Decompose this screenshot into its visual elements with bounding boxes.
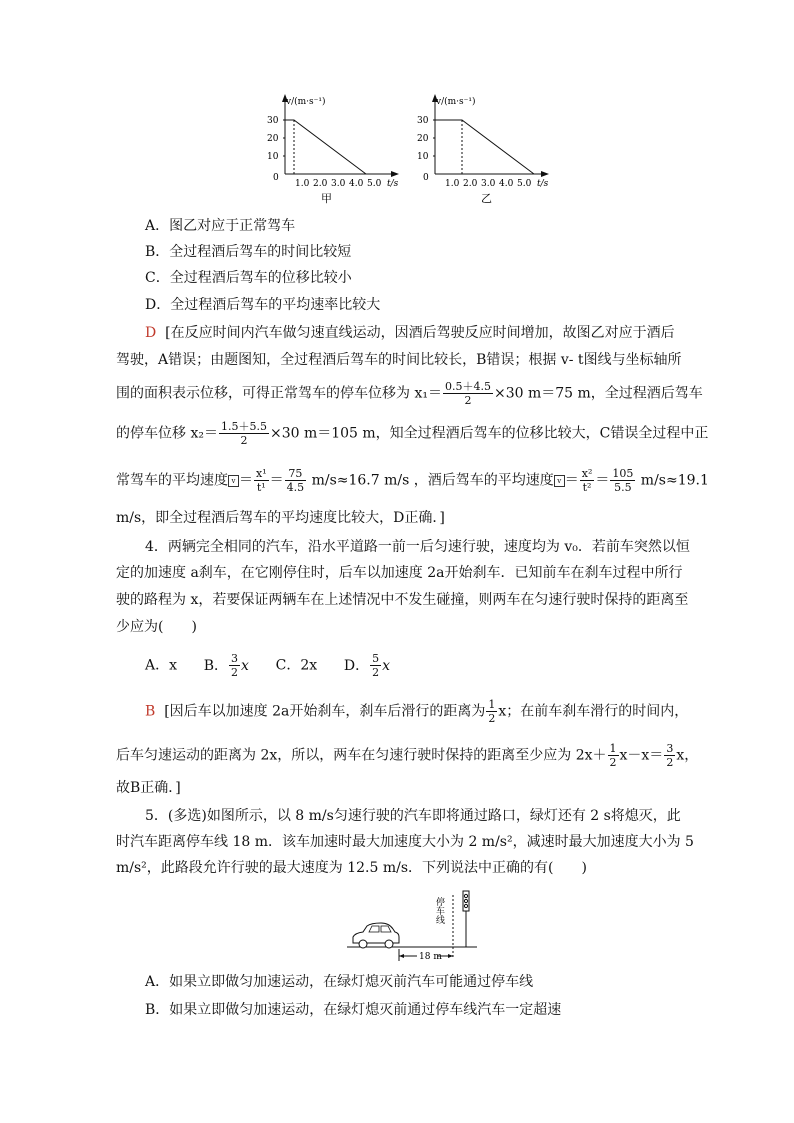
q3-answer-line-6: m/s，即全过程酒后驾车的平均速度比较大，D正确．]	[116, 510, 445, 526]
caption-jia: 甲	[321, 192, 332, 205]
q3-answer-line-1: D [在反应时间内汽车做匀速直线运动，因酒后驾驶反应时间增加，故图乙对应于酒后	[145, 325, 675, 341]
q4-option-b: B． $\frac{3}{2}$ x	[203, 652, 249, 679]
x-tick-4: 4.0	[499, 179, 514, 189]
q4-stem-line-4: 少应为( )	[116, 619, 197, 635]
graph-yi	[417, 94, 549, 205]
distance-label: 18 m	[419, 952, 442, 962]
q5-stem-line-3: m/s²，此路段允许行驶的最大速度为 12.5 m/s．下列说法中正确的有( )	[116, 860, 587, 876]
q3-answer-line-3: 围的面积表示位移，可得正常驾车的停车位移为 x₁＝ $\frac{0.5+4.5}{2}$ ×30 m＝75 m，全过程酒后驾车	[116, 380, 703, 407]
x-tick-2: 2.0	[313, 179, 328, 189]
q5-option-a: A．如果立即做匀加速运动，在绿灯熄灭前汽车可能通过停车线	[145, 974, 534, 990]
x-tick-1: 1.0	[295, 179, 310, 189]
x-tick-5: 5.0	[517, 179, 532, 189]
q4-answer-line-2: 后车匀速运动的距离为 2x，所以，两车在匀速行驶时保持的距离至少应为 2x＋ $\frac{1}{2}$ x－x＝ $\frac{3}{2}$ x，	[116, 742, 699, 769]
x-arrow	[391, 171, 399, 177]
origin-label: 0	[273, 173, 279, 183]
q5-stem-line-2: 时汽车距离停车线 18 m．该车加速时最大加速度大小为 2 m/s²，减速时最大加速度大小为 5	[116, 834, 694, 850]
q3-answer-letter: D	[145, 325, 157, 341]
x-tick-3: 3.0	[331, 179, 346, 189]
q3-answer-line-4: 的停车位移 x₂＝ $\frac{1.5+5.5}{2}$ ×30 m＝105 m，知全过程酒后驾车的位移比较大，C错误全过程中正	[116, 420, 709, 447]
y-label: v/(m·s⁻¹)	[436, 97, 476, 107]
q4-stem-line-3: 驶的路程为 x，若要保证两辆车在上述情况中不发生碰撞，则两车在匀速行驶时保持的距离至	[116, 592, 689, 608]
stop-line-label: 停车线	[434, 897, 444, 924]
q4-stem-line-1: 4．两辆完全相同的汽车，沿水平道路一前一后匀速行驶，速度均为 v₀．若前车突然以恒	[145, 539, 690, 555]
q3-option-d: D．全过程酒后驾车的平均速率比较大	[145, 297, 381, 313]
q4-option-d: D． $\frac{5}{2}$ x	[343, 652, 390, 679]
car-icon	[353, 923, 399, 948]
q3-option-c: C．全过程酒后驾车的位移比较小	[145, 270, 352, 286]
y-tick-30: 30	[267, 116, 279, 126]
x-label: t/s	[387, 179, 399, 189]
graph-jia	[267, 94, 399, 205]
q5-option-b: B．如果立即做匀加速运动，在绿灯熄灭前通过停车线汽车一定超速	[145, 1002, 562, 1018]
x-tick-5: 5.0	[367, 179, 382, 189]
q4-options	[145, 652, 390, 679]
q3-option-b: B．全过程酒后驾车的时间比较短	[145, 244, 352, 260]
vt-line-yi	[435, 120, 534, 174]
q4-option-c: C．2x	[275, 657, 318, 674]
x-tick-1: 1.0	[445, 179, 460, 189]
vt-graphs	[255, 88, 575, 208]
v-bar-icon: v	[228, 475, 239, 487]
x-tick-3: 3.0	[481, 179, 496, 189]
x-tick-4: 4.0	[349, 179, 364, 189]
q3-answer-line-2: 驾驶，A错误；由题图知，全过程酒后驾车的时间比较长，B错误；根据 v- t图线与坐标轴所	[116, 352, 682, 368]
q4-option-a: A．x	[145, 657, 178, 674]
q4-answer-letter: B	[145, 703, 156, 720]
caption-yi: 乙	[481, 192, 492, 205]
q4-answer-line-3: 故B正确．]	[116, 780, 181, 796]
origin-label: 0	[423, 173, 429, 183]
q3-answer-line-5: 常驾车的平均速度 v ＝ $\frac{\text{x¹}}{\text{t¹}}$ ＝ $\frac{75}{4.5}$ m/s≈16.7 m/s ，酒后驾车的平均速度 v ＝ $\frac{\text{x²}}{\text{t²}}$ ＝ $\frac{105}{5.5}$ m/s≈19.1	[116, 467, 709, 494]
traffic-light-icon	[463, 891, 469, 947]
v-bar-icon: v	[554, 475, 565, 487]
x-label: t/s	[537, 179, 549, 189]
y-tick-10: 10	[267, 152, 279, 162]
y-tick-10: 10	[417, 152, 429, 162]
y-tick-20: 20	[417, 134, 429, 144]
y-tick-20: 20	[267, 134, 279, 144]
y-tick-30: 30	[417, 116, 429, 126]
x-tick-2: 2.0	[463, 179, 478, 189]
vt-line-jia	[285, 120, 366, 174]
q4-answer-line-1: B [因后车以加速度 2a开始刹车，刹车后滑行的距离为 $\frac{1}{2}$ x；在前车刹车滑行的时间内，	[145, 698, 689, 725]
q4-stem-line-2: 定的加速度 a刹车，在它刚停住时，后车以加速度 2a开始刹车．已知前车在刹车过程中所行	[116, 565, 683, 581]
q3-option-a: A．图乙对应于正常驾车	[145, 218, 296, 234]
q5-stem-line-1: 5．(多选)如图所示，以 8 m/s匀速行驶的汽车即将通过路口，绿灯还有 2 s将熄灭，此	[145, 808, 681, 824]
car-stopline-figure	[345, 885, 485, 965]
y-label: v/(m·s⁻¹)	[286, 97, 326, 107]
